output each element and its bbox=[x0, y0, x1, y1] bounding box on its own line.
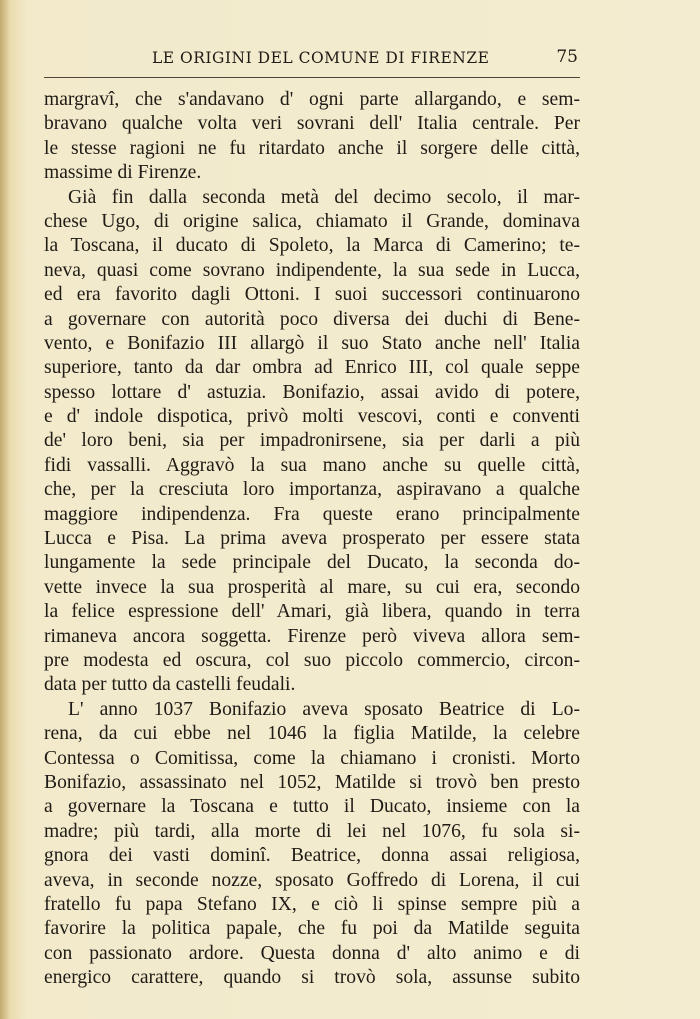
text-line: chese Ugo, di origine salica, chiamato il Grande, dominava bbox=[44, 210, 580, 232]
text-line: bravano qualche volta veri sovrani dell' Italia centrale. Per bbox=[44, 113, 580, 135]
body-text bbox=[44, 88, 580, 990]
text-line: pre modesta ed oscura, col suo piccolo commercio, circon- bbox=[44, 649, 580, 671]
text-line: maggiore indipendenza. Fra queste erano principalmente bbox=[44, 503, 580, 525]
running-title: LE ORIGINI DEL COMUNE DI FIRENZE bbox=[152, 49, 490, 67]
text-line: con passionato ardore. Questa donna d' alto animo e di bbox=[44, 942, 580, 964]
text-line: Bonifazio, assassinato nel 1052, Matilde si trovò ben presto bbox=[44, 771, 580, 793]
text-line: favorire la politica papale, che fu poi da Matilde seguita bbox=[44, 918, 580, 940]
text-line: de' loro beni, sia per impadronirsene, sia per darli a più bbox=[44, 430, 580, 452]
text-line: la Toscana, il ducato di Spoleto, la Marca di Camerino; te- bbox=[44, 235, 580, 257]
text-line: massime di Firenze. bbox=[44, 162, 202, 184]
text-line: vette invece la sua prosperità al mare, su cui era, secondo bbox=[44, 576, 580, 598]
page-number: 75 bbox=[556, 47, 578, 67]
text-line: Già fin dalla seconda metà del decimo secolo, il mar- bbox=[68, 186, 580, 208]
text-line: a governare la Toscana e tutto il Ducato, insieme con la bbox=[44, 796, 580, 818]
header-rule bbox=[44, 77, 580, 78]
text-line: energico carattere, quando si trovò sola, assunse subito bbox=[44, 967, 580, 989]
text-line: che, per la cresciuta loro importanza, aspiravano a qualche bbox=[44, 479, 580, 501]
text-line: gnora dei vasti dominî. Beatrice, donna assai religiosa, bbox=[44, 845, 580, 867]
text-line: margravî, che s'andavano d' ogni parte allargando, e sem- bbox=[44, 89, 580, 110]
text-line: madre; più tardi, alla morte di lei nel 1076, fu sola si- bbox=[44, 820, 580, 842]
text-line: neva, quasi come sovrano indipendente, la sua sede in Lucca, bbox=[44, 259, 580, 281]
text-line: fratello fu papa Stefano IX, e ciò li spinse sempre più a bbox=[44, 893, 580, 915]
text-line: rena, da cui ebbe nel 1046 la figlia Matilde, la celebre bbox=[44, 723, 580, 745]
text-line: fidi vassalli. Aggravò la sua mano anche su quelle città, bbox=[44, 454, 580, 476]
text-line: le stesse ragioni ne fu ritardato anche il sorgere delle città, bbox=[44, 137, 580, 159]
page-gutter-shadow bbox=[0, 0, 10, 1019]
text-line: e d' indole dispotica, privò molti vescovi, conti e conventi bbox=[44, 406, 580, 428]
text-line: L' anno 1037 Bonifazio aveva sposato Beatrice di Lo- bbox=[68, 698, 580, 720]
text-line: ed era favorito dagli Ottoni. I suoi successori continuarono bbox=[44, 284, 580, 306]
text-line: rimaneva ancora soggetta. Firenze però viveva allora sem- bbox=[44, 625, 580, 647]
text-line: spesso lottare d' astuzia. Bonifazio, assai avido di potere, bbox=[44, 381, 580, 403]
text-line: data per tutto da castelli feudali. bbox=[44, 674, 296, 696]
text-line: lungamente la sede principale del Ducato, la seconda do- bbox=[44, 552, 580, 574]
text-line: la felice espressione dell' Amari, già libera, quando in terra bbox=[44, 601, 580, 623]
text-line: aveva, in seconde nozze, sposato Goffredo di Lorena, il cui bbox=[44, 869, 580, 891]
text-line: superiore, tanto da dar ombra ad Enrico III, col quale seppe bbox=[44, 357, 580, 379]
text-line: a governare con autorità poco diversa dei duchi di Bene- bbox=[44, 308, 580, 330]
text-line: Contessa o Comitissa, come la chiamano i cronisti. Morto bbox=[44, 747, 580, 769]
page-header bbox=[44, 48, 580, 72]
text-line: vento, e Bonifazio III allargò il suo Stato anche nell' Italia bbox=[44, 332, 580, 354]
text-line: Lucca e Pisa. La prima aveva prosperato per essere stata bbox=[44, 528, 580, 550]
